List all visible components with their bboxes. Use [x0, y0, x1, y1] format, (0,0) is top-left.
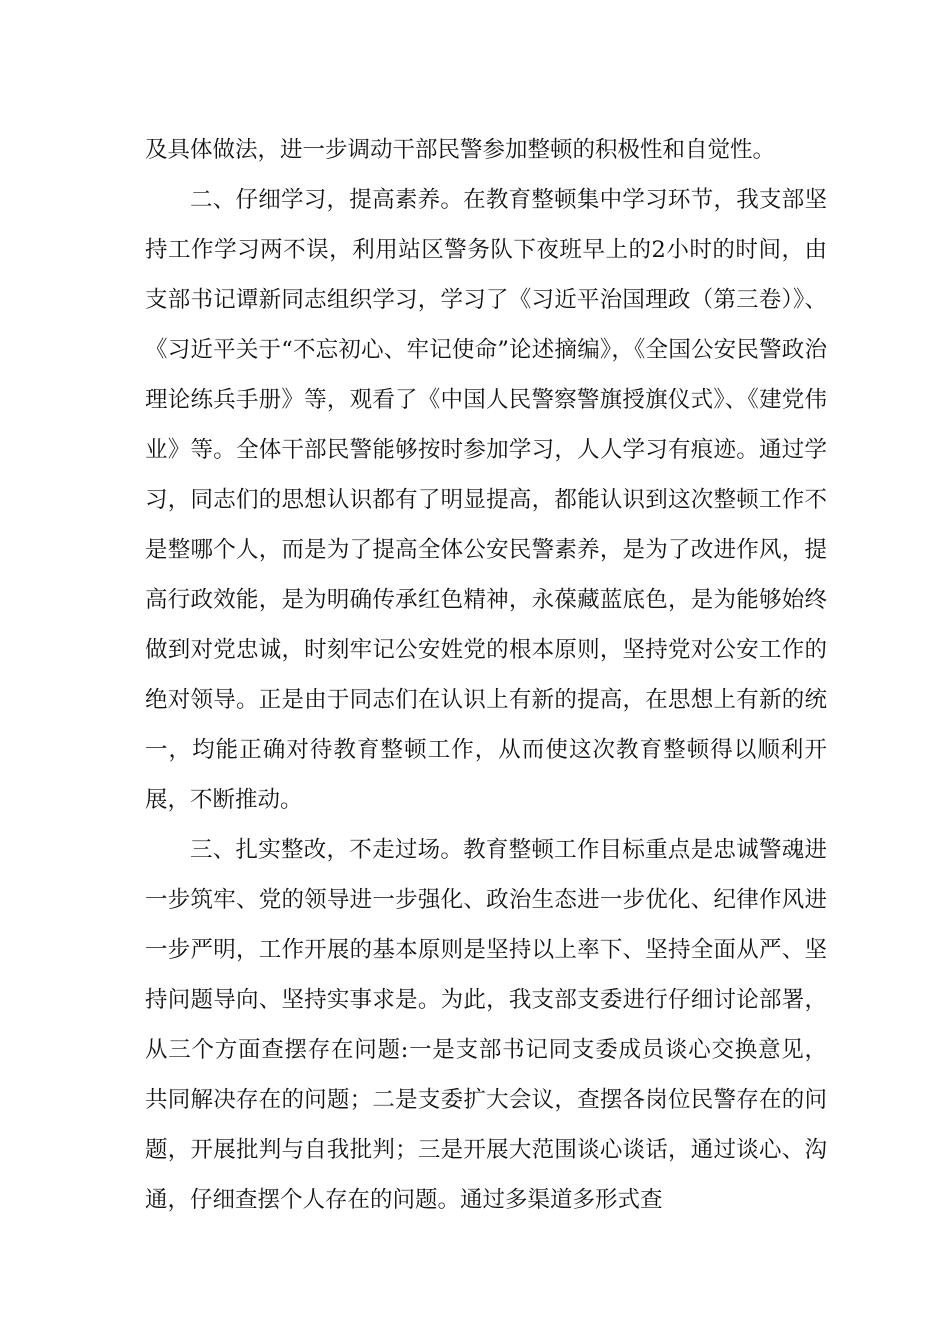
paragraph-section-two: 二、仔细学习，提高素养。在教育整顿集中学习环节，我支部坚持工作学习两不误，利用站区警务队下夜班早上的2小时的时间，由支部书记谭新同志组织学习，学习了《习近平治国理政（第三卷）》、《习近平关于“不忘初心、牢记使命”论述摘编》，《全国公安民警政治理论练兵手册》等，观看了《中国人民警察警旗授旗仪式》、《建党伟业》等。全体干部民警能够按时参加学习，人人学习有痕迹。通过学习，同志们的思想认识都有了明显提高，都能认识到这次整顿工作不是整哪个人，而是为了提高全体公安民警素养，是为了改进作风，提高行政效能，是为明确传承红色精神，永葆藏蓝底色，是为能够始终做到对党忠诚，时刻牢记公安姓党的根本原则，坚持党对公安工作的绝对领导。正是由于同志们在认识上有新的提高，在思想上有新的统一，均能正确对待教育整顿工作，从而使这次教育整顿得以顺利开展，不断推动。: [145, 187, 827, 813]
paragraph-section-three: 三、扎实整改，不走过场。教育整顿工作目标重点是忠诚警魂进一步筑牢、党的领导进一步强化、政治生态进一步优化、纪律作风进一步严明，工作开展的基本原则是坚持以上率下、坚持全面从严、坚持问题导向、坚持实事求是。为此，我支部支委进行仔细讨论部署，从三个方面查摆存在问题:一是支部书记同支委成员谈心交换意见，共同解决存在的问题；二是支委扩大会议，查摆各岗位民警存在的问题，开展批判与自我批判；三是开展大范围谈心谈话，通过谈心、沟通，仔细查摆个人存在的问题。通过多渠道多形式查: [145, 837, 827, 1213]
paragraph-continuation: 及具体做法，进一步调动干部民警参加整顿的积极性和自觉性。: [145, 137, 776, 163]
document-body: [145, 125, 827, 1225]
